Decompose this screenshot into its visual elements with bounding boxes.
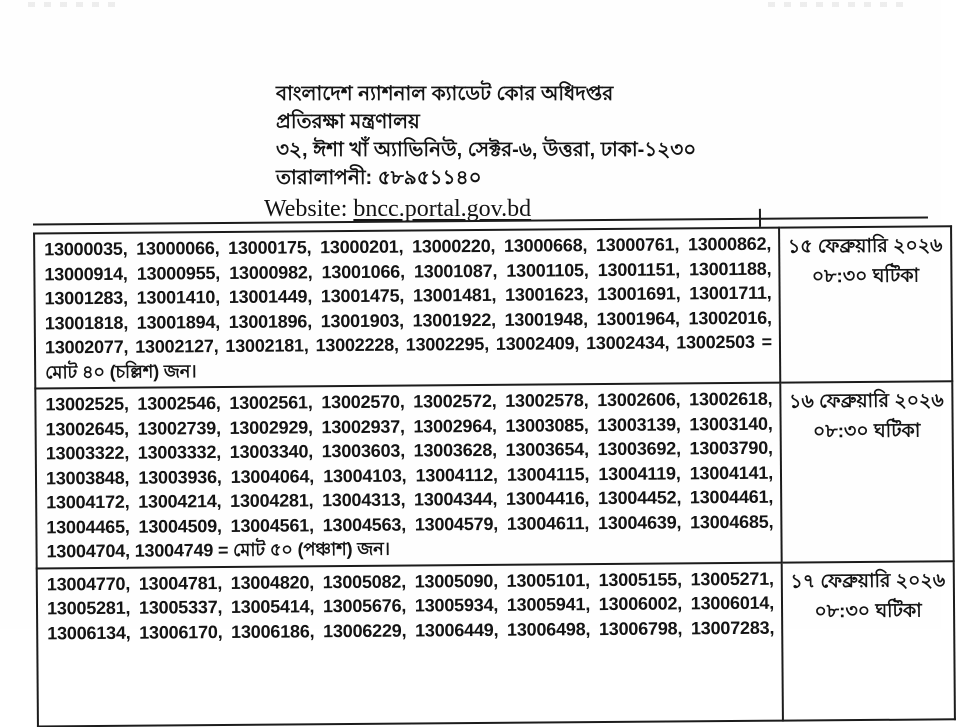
phone-line: তারালাপনী: ৫৮৯৫১১৪০	[276, 167, 482, 189]
schedule-table	[33, 225, 956, 727]
scan-artifact-left	[28, 2, 118, 7]
address-line: ৩২, ঈশা খাঁ অ্যাভিনিউ, সেক্টর-৬, উত্তরা, ঢাকা-১২৩০	[276, 139, 697, 161]
date-cell	[779, 226, 952, 382]
ids-line: 13005281, 13005337, 13005414, 13005676, 13005934, 13005941, 13006002, 13006014,	[46, 592, 775, 619]
date-cell	[782, 561, 955, 720]
ids-line: 13004465, 13004509, 13004561, 13004563, 13004579, 13004611, 13004639, 13004685,	[46, 511, 774, 537]
ids-line: 13003848, 13003936, 13004064, 13004103, 13004112, 13004115, 13004119, 13004141,	[45, 462, 774, 488]
ids-line: 13004770, 13004781, 13004820, 13005082, 13005090, 13005101, 13005155, 13005271,	[46, 568, 774, 594]
report-time: ০৮:৩০ ঘটিকা	[812, 420, 921, 443]
cadet-ids-cell	[34, 228, 780, 389]
ids-line: 13002077, 13002127, 13002181, 13002228, 13002295, 13002409, 13002434, 13002503 =	[44, 331, 773, 358]
cadet-ids-cell	[37, 562, 783, 726]
ids-line: 13006134, 13006170, 13006186, 13006229, 13006449, 13006498, 13006798, 13007283,	[47, 617, 775, 643]
total-count-line: মোট ৪০ (চল্লিশ) জন।	[45, 360, 197, 382]
report-time: ০৮:৩০ ঘটিকা	[814, 600, 922, 622]
ids-line: 13004172, 13004214, 13004281, 13004313, 13004344, 13004416, 13004452, 13004461,	[46, 486, 774, 513]
column-divider-tick	[759, 209, 761, 227]
scan-artifact-right	[768, 2, 908, 7]
table-row-3	[37, 561, 955, 726]
table-row-2	[35, 381, 953, 568]
ids-line: 13000914, 13000955, 13000982, 13001066, 13001087, 13001105, 13001151, 13001188,	[44, 258, 772, 284]
report-date: ১৬ ফেব্রুয়ারি ২০২৬	[789, 390, 944, 413]
ids-line: 13002645, 13002739, 13002929, 13002937, 13002964, 13003085, 13003139, 13003140,	[45, 413, 773, 439]
ids-line: 13001283, 13001410, 13001449, 13001475, 13001481, 13001623, 13001691, 13001711,	[44, 282, 772, 309]
ids-line: 13001818, 13001894, 13001896, 13001903, 13001922, 13001948, 13001964, 13002016,	[44, 307, 772, 333]
report-time: ০৮:৩০ ঘটিকা	[811, 265, 920, 288]
ids-line: 13002525, 13002546, 13002561, 13002570, 13002572, 13002578, 13002606, 13002618,	[45, 388, 773, 415]
report-date: ১৭ ফেব্রুয়ারি ২০২৬	[790, 569, 946, 593]
ministry-name: প্রতিরক্ষা মন্ত্রণালয়	[276, 111, 420, 133]
ids-line: 13000035, 13000066, 13000175, 13000201, 13000220, 13000668, 13000761, 13000862,	[44, 233, 772, 260]
website-url[interactable]: bncc.portal.gov.bd	[353, 196, 532, 222]
schedule-table-wrap	[33, 225, 946, 727]
date-cell	[780, 381, 953, 562]
report-date: ১৫ ফেব্রুয়ারি ২০২৬	[787, 235, 943, 258]
ids-line: 13003322, 13003332, 13003340, 13003603, 13003628, 13003654, 13003692, 13003790,	[45, 437, 773, 464]
website-label: Website:	[264, 196, 348, 222]
org-name: বাংলাদেশ ন্যাশনাল ক্যাডেট কোর অধিদপ্তর	[276, 83, 614, 105]
letterhead	[264, 80, 697, 223]
table-row-1	[34, 226, 952, 388]
total-count-line: 13004704, 13004749 = মোট ৫০ (পঞ্চাশ) জন।	[46, 538, 390, 562]
cadet-ids-cell	[35, 383, 781, 568]
